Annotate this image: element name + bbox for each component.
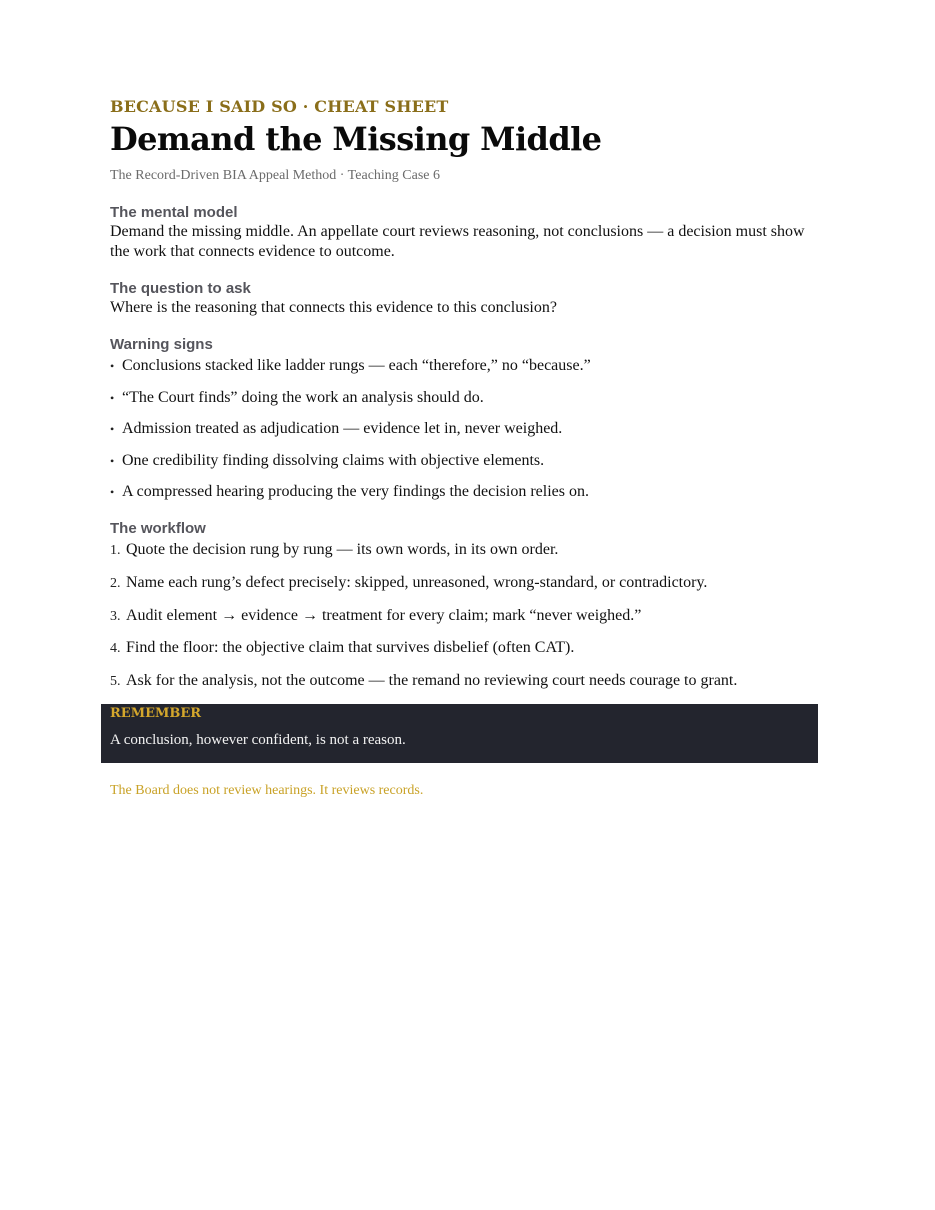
remember-label: REMEMBER xyxy=(110,706,202,721)
list-item xyxy=(110,482,818,502)
step-text: Find the floor: the objective claim that survives disbelief (often CAT). xyxy=(126,639,575,657)
bullet-icon: • xyxy=(110,359,115,373)
step-number: 2. xyxy=(110,575,121,591)
list-item xyxy=(110,419,818,439)
page-title: Demand the Missing Middle xyxy=(110,120,602,158)
list-item xyxy=(110,388,818,408)
step-text: Quote the decision rung by rung — its own words, in its own order. xyxy=(126,541,559,559)
list-item xyxy=(110,606,818,627)
list-item-text: One credibility finding dissolving claims with objective elements. xyxy=(122,451,545,469)
step-text: Ask for the analysis, not the outcome — the remand no reviewing court needs courage to grant. xyxy=(126,671,738,689)
series-kicker: BECAUSE I SAID SO · CHEAT SHEET xyxy=(110,97,449,116)
workflow-heading: The workflow xyxy=(110,520,206,538)
footer-tagline: The Board does not review hearings. It reviews records. xyxy=(110,783,424,798)
warning-signs-heading: Warning signs xyxy=(110,336,213,353)
mental-model-heading: The mental model xyxy=(110,204,238,221)
bullet-icon: • xyxy=(110,453,115,468)
cheat-sheet xyxy=(110,96,818,703)
workflow-list xyxy=(110,540,818,691)
list-item-text: Conclusions stacked like ladder rungs — each “therefore,” no “because.” xyxy=(122,357,591,374)
warning-signs-section xyxy=(110,336,818,502)
question-section xyxy=(110,280,818,318)
list-item xyxy=(110,540,818,561)
question-text: Where is the reasoning that connects this evidence to this conclusion? xyxy=(110,299,557,316)
list-item xyxy=(110,638,818,659)
remember-callout xyxy=(101,704,818,763)
bullet-icon: • xyxy=(110,485,115,500)
warning-signs-list xyxy=(110,356,818,502)
mental-model-section xyxy=(110,204,818,262)
list-item xyxy=(110,356,818,376)
list-item xyxy=(110,451,818,471)
question-heading: The question to ask xyxy=(110,280,251,297)
workflow-section xyxy=(110,520,818,691)
list-item xyxy=(110,671,818,692)
step-number: 5. xyxy=(110,673,121,689)
list-item-text: Admission treated as adjudication — evidence let in, never weighed. xyxy=(122,420,563,438)
step-number: 1. xyxy=(110,543,121,559)
step-number: 4. xyxy=(110,641,121,657)
bullet-icon: • xyxy=(110,422,115,437)
step-number: 3. xyxy=(110,608,121,624)
bullet-icon: • xyxy=(110,390,115,405)
list-item-text: “The Court finds” doing the work an analysis should do. xyxy=(122,388,484,406)
remember-text: A conclusion, however confident, is not a reason. xyxy=(110,732,406,748)
step-text: Audit element → evidence → treatment for every claim; mark “never weighed.” xyxy=(126,606,642,624)
mental-model-text: Demand the missing middle. An appellate court reviews reasoning, not conclusions — a decision must show the work that connects evidence to outcome. xyxy=(110,223,805,260)
page-subtitle: The Record-Driven BIA Appeal Method · Teaching Case 6 xyxy=(110,168,441,183)
step-text: Name each rung’s defect precisely: skipped, unreasoned, wrong-standard, or contradictory. xyxy=(126,573,708,591)
list-item-text: A compressed hearing producing the very findings the decision relies on. xyxy=(122,483,589,501)
list-item xyxy=(110,573,818,594)
